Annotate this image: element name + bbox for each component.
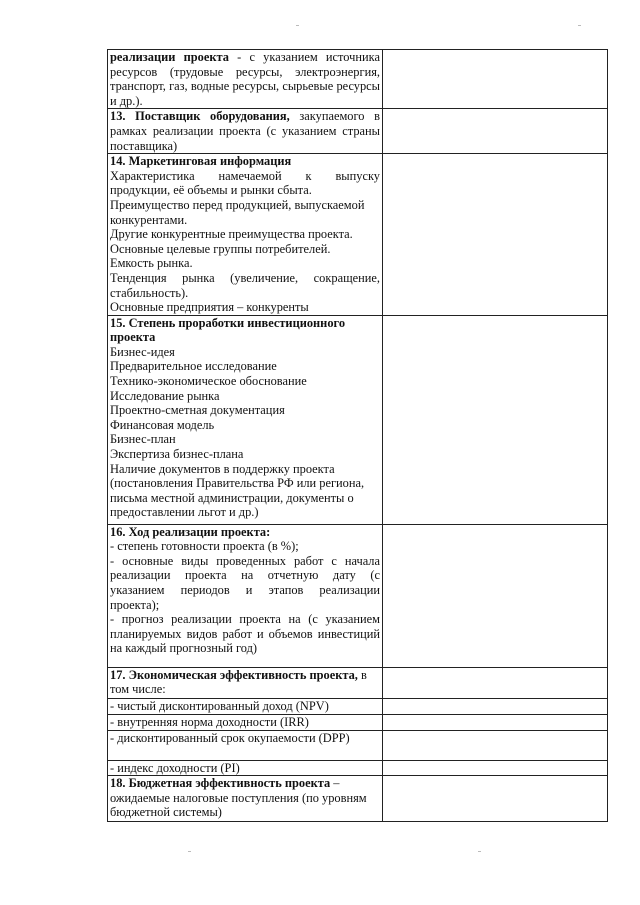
list-item: Основные целевые группы потребителей. bbox=[110, 241, 331, 256]
list-item: Тенденция рынка (увеличение, сокращение, стабильность). bbox=[110, 270, 380, 300]
dpp-cell: - дисконтированный срок окупаемости (DPP) bbox=[108, 730, 383, 760]
resources-cell bbox=[108, 50, 383, 109]
list-item: Предварительное исследование bbox=[110, 359, 277, 374]
value-cell[interactable] bbox=[383, 109, 608, 154]
table-row bbox=[108, 760, 608, 776]
marketing-cell bbox=[108, 154, 383, 316]
list-item: Экспертиза бизнес-плана bbox=[110, 447, 244, 462]
budget-bold: 18. Бюджетная эффективность проекта bbox=[110, 776, 331, 791]
scan-speck bbox=[478, 851, 481, 852]
list-item: Другие конкурентные преимущества проекта. bbox=[110, 227, 353, 242]
irr-cell: - внутренняя норма доходности (IRR) bbox=[108, 714, 383, 730]
value-cell[interactable] bbox=[383, 714, 608, 730]
list-item: - основные виды проведенных работ с начала реализации проекта на отчетную дату (с указанием периодов и этапов реализации проекта); bbox=[110, 553, 380, 612]
value-cell[interactable] bbox=[383, 667, 608, 698]
list-item: Преимущество перед продукцией, выпускаемой конкурентами. bbox=[110, 197, 365, 227]
value-cell[interactable] bbox=[383, 154, 608, 316]
scan-speck bbox=[188, 851, 191, 852]
supplier-cell bbox=[108, 109, 383, 154]
table-row bbox=[108, 730, 608, 760]
progress-title: 16. Ход реализации проекта: bbox=[110, 524, 271, 539]
npv-cell: - чистый дисконтированный доход (NPV) bbox=[108, 698, 383, 714]
pi-cell: - индекс доходности (PI) bbox=[108, 760, 383, 776]
table-row bbox=[108, 698, 608, 714]
marketing-title: 14. Маркетинговая информация bbox=[110, 154, 292, 169]
table-row bbox=[108, 524, 608, 667]
list-item: - степень готовности проекта (в %); bbox=[110, 539, 299, 554]
list-item: Технико-экономическое обоснование bbox=[110, 374, 307, 389]
list-item: Проектно-сметная документация bbox=[110, 403, 285, 418]
value-cell[interactable] bbox=[383, 760, 608, 776]
supplier-bold: 13. Поставщик оборудования, bbox=[110, 109, 290, 124]
list-item: Бизнес-идея bbox=[110, 344, 175, 359]
supplier-text: закупаемого в рамках реализации проекта (с указанием страны поставщика) bbox=[110, 109, 380, 153]
progress-cell bbox=[108, 524, 383, 667]
resources-text: - с указанием источника ресурсов (трудовые ресурсы, электроэнергия, транспорт, газ, водные ресурсы, сырьевые ресурсы и др.). bbox=[110, 50, 381, 108]
table-row bbox=[108, 714, 608, 730]
value-cell[interactable] bbox=[383, 315, 608, 524]
efficiency-cell bbox=[108, 667, 383, 698]
list-item: Основные предприятия – конкуренты bbox=[110, 300, 309, 315]
list-item: Наличие документов в поддержку проекта (постановления Правительства РФ или региона, письма местной администрации, документы о предоставлении льгот и др.) bbox=[110, 461, 365, 520]
list-item: - прогноз реализации проекта на (с указанием планируемых видов работ и объемов инвестиций на каждый прогнозный год) bbox=[110, 612, 380, 656]
list-item: Характеристика намечаемой к выпуску продукции, её объемы и рынки сбыта. bbox=[110, 168, 380, 198]
list-item: Бизнес-план bbox=[110, 432, 176, 447]
value-cell[interactable] bbox=[383, 524, 608, 667]
table-row bbox=[108, 154, 608, 316]
table-row bbox=[108, 667, 608, 698]
table-row bbox=[108, 776, 608, 822]
value-cell[interactable] bbox=[383, 698, 608, 714]
scan-speck bbox=[296, 25, 299, 26]
project-info-table bbox=[107, 49, 608, 822]
efficiency-bold: 17. Экономическая эффективность проекта, bbox=[110, 667, 358, 682]
list-item: Емкость рынка. bbox=[110, 256, 193, 271]
list-item: Финансовая модель bbox=[110, 417, 215, 432]
table-row bbox=[108, 315, 608, 524]
value-cell[interactable] bbox=[383, 50, 608, 109]
budget-cell bbox=[108, 776, 383, 822]
list-item: Исследование рынка bbox=[110, 388, 220, 403]
table-row bbox=[108, 50, 608, 109]
scan-speck bbox=[578, 25, 581, 26]
value-cell[interactable] bbox=[383, 776, 608, 822]
resources-bold: реализации проекта bbox=[110, 50, 229, 64]
elaboration-title: 15. Степень проработки инвестиционного проекта bbox=[110, 315, 346, 345]
elaboration-cell bbox=[108, 315, 383, 524]
table-row bbox=[108, 109, 608, 154]
efficiency-text: в том числе: bbox=[110, 667, 367, 697]
value-cell[interactable] bbox=[383, 730, 608, 760]
budget-text: – ожидаемые налоговые поступления (по уровням бюджетной системы) bbox=[110, 776, 367, 820]
